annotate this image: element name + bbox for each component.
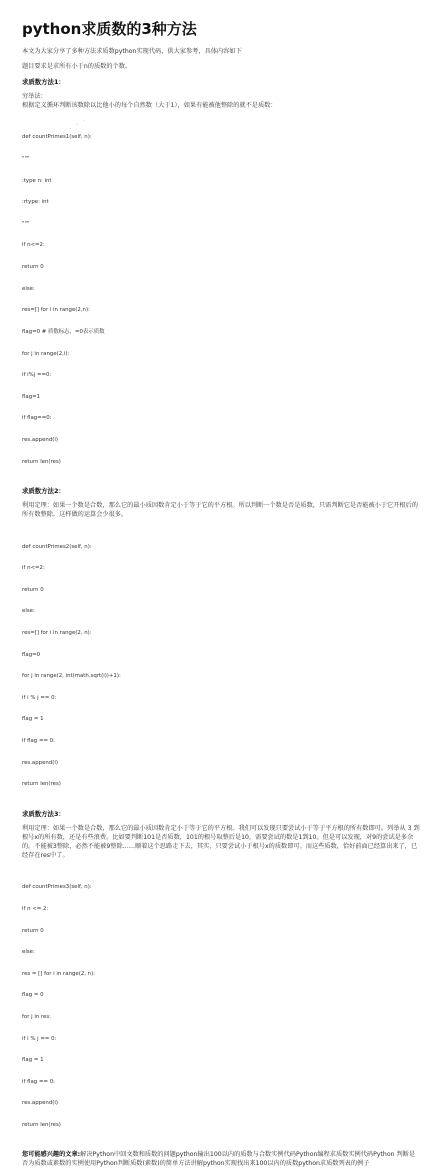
section-2-desc: 利用定理：如果一个数是合数，那么它的最小质因数肯定小于等于它的平方根。所以判断一个数是否是质数，只需判断它是否能被小于它开根后的所有数整除。这样做的运算会少很多。 xyxy=(22,502,418,519)
code-line: if n<=2: xyxy=(22,565,45,572)
code-line: if n <= 2: xyxy=(22,905,49,912)
code-line: if i % j == 0: xyxy=(22,1035,57,1042)
code-line: def countPrimes3(self, n): xyxy=(22,884,92,891)
code-line: return 0 xyxy=(22,264,44,271)
section-3-desc: 利用定理：如果一个数是合数，那么它的最小质因数肯定小于等于它的平方根。我们可以发现只要尝试小于等于平方根的所有数即可。列举从 3 到根号x的所有数，还是有些浪费。比如要判断101是否质数，101的根号取整后是10，需要尝试的数是1到10。但是可以发现，对9的尝试是多余的。不能被3整除，必然不能被9整除……顺着这个思路走下去，其实，只要尝试小于根号x的质数即可。而这些质数，恰好前面已经算出来了，已经存在res中了。 xyxy=(22,824,420,859)
code-line: res.append(i) xyxy=(22,436,58,443)
code-line: return len(res) xyxy=(22,1121,61,1128)
code-line: flag = 1 xyxy=(22,1057,44,1064)
code-line: :type n: int xyxy=(22,177,52,184)
section-1-desc: 穷举法： 根据定义循环判断该数除以比他小的每个自然数（大于1），如果有能被他整除的就不是质数： xyxy=(22,93,277,109)
code-line: return 0 xyxy=(22,927,44,934)
code-line: else: xyxy=(22,608,35,615)
related-label: 您可能感兴趣的文章: xyxy=(22,1150,81,1158)
code-line: for j in range(2,i): xyxy=(22,350,70,357)
code-line: else: xyxy=(22,285,35,292)
code-line: """ xyxy=(22,220,30,227)
code-line: res=[] for i in range(2, n): xyxy=(22,630,92,636)
code-line: res = [] for i in range(2, n): xyxy=(22,970,96,977)
code-line: return len(res) xyxy=(22,458,61,465)
code-block-2 xyxy=(22,529,420,803)
code-line: for j in range(2, int(math.sqrt(i))+1): xyxy=(22,673,121,680)
related-articles xyxy=(22,1150,420,1168)
code-line: flag=1 xyxy=(22,393,41,400)
code-block-3 xyxy=(22,870,420,1144)
intro-text: 本文为大家分享了多种方法求质数python实现代码，供大家参考，具体内容如下 xyxy=(22,48,242,55)
watermark-text: . . . . xyxy=(59,113,88,137)
code-line: res.append(i) xyxy=(22,1100,58,1107)
section-2-heading: 求质数方法2： xyxy=(22,487,65,496)
code-line: if n<=2: xyxy=(22,242,45,249)
code-line: if flag == 0: xyxy=(22,1078,55,1085)
code-line: if i % j == 0: xyxy=(22,694,57,701)
code-line: return len(res) xyxy=(22,781,61,788)
task-text: 题目要求是求所有小于n的质数的个数。 xyxy=(22,63,132,70)
article xyxy=(22,18,420,1168)
code-line: def countPrimes1(self, n): xyxy=(22,134,92,141)
code-line: flag = 1 xyxy=(22,716,44,723)
section-3-heading: 求质数方法3： xyxy=(22,809,65,818)
code-line: res.append(i) xyxy=(22,759,58,766)
code-line: if i%j ==0: xyxy=(22,372,52,379)
code-line: else: xyxy=(22,949,35,956)
code-line: flag=0 # 质数标志，=0表示质数 xyxy=(22,328,105,335)
code-line: for j in res: xyxy=(22,1013,52,1020)
code-line: flag = 0 xyxy=(22,992,44,999)
code-line: def countPrimes2(self, n): xyxy=(22,543,92,550)
code-line: return 0 xyxy=(22,586,44,593)
code-line: :rtype: int xyxy=(22,199,49,206)
code-line: if flag==0: xyxy=(22,415,52,422)
page-title: python求质数的3种方法 xyxy=(22,20,197,38)
code-line: """ xyxy=(22,156,30,163)
section-1-heading: 求质数方法1： xyxy=(22,78,65,86)
related-links[interactable]: 解决Python中回文数和质数的问题python输出100以内的质数与合数实例代码Python编程求质数实例代码Python 判断是否为质数或素数的实例使用Python判断质数(素数)的简单方法讲解python实现找出来100以内的质数python求质数列表的例子 xyxy=(22,1150,416,1167)
code-block-1 xyxy=(22,120,420,480)
code-line: flag=0 xyxy=(22,651,41,658)
code-line: if flag == 0: xyxy=(22,738,55,745)
code-line: res=[] for i in range(2,n): xyxy=(22,307,90,314)
